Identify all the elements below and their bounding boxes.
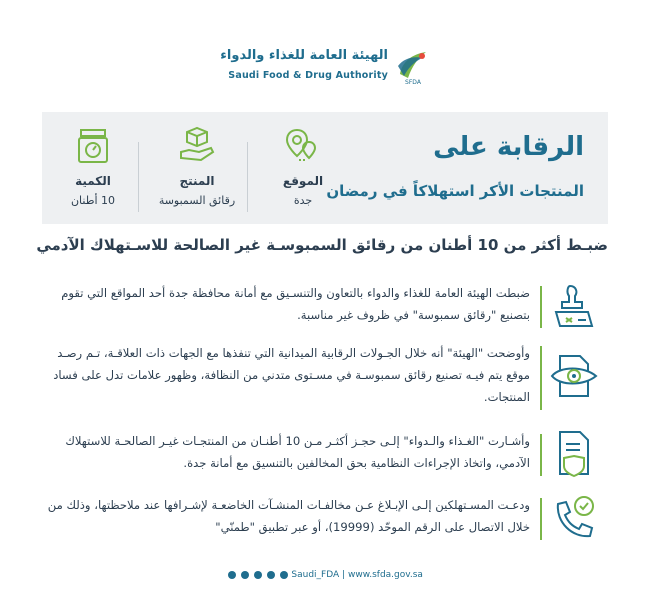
list-item: [42, 342, 608, 414]
page-subtitle: المنتجات الأكر استهلاكاً في رمضان: [326, 182, 584, 200]
stat-location: [258, 126, 348, 207]
phone-check-icon: [550, 494, 600, 544]
footer-separator: |: [342, 570, 346, 580]
shield-document-icon: [550, 430, 600, 480]
page-title: الرقابة على: [433, 132, 584, 162]
list-item: [42, 494, 608, 542]
website-link[interactable]: www.sfda.gov.sa: [347, 570, 423, 580]
social-handle[interactable]: Saudi_FDA: [291, 570, 340, 580]
stat-location-value: جدة: [293, 194, 313, 207]
item-accent-bar: [540, 346, 542, 410]
news-headline: ضبـط أكثر من 10 أطنان من رقائق السمبوسـة غير الصالحة للاسـتهلاك الآدمي: [36, 236, 608, 254]
scale-icon: [73, 126, 113, 166]
stat-product-value: رقائق السمبوسة: [158, 194, 236, 207]
item-accent-bar: [540, 498, 542, 540]
list-item: [42, 430, 608, 478]
item-accent-bar: [540, 286, 542, 328]
item-accent-bar: [540, 434, 542, 476]
item-text: وأوضحت "الهيئة" أنه خلال الجـولات الرقابية الميدانية التي تنفذها مع الجهات ذات العلاقـة، تـم رصـد موقع يتم فيـه تصنيع رقائق سمبوسـة في مسـتوى متدني من النظافة، وظهور علامات تدل على فساد المنتجات.: [53, 346, 530, 404]
item-text: ضبطت الهيئة العامة للغذاء والدواء بالتعاون والتنسـيق مع أمانة محافظة جدة أحد المواقع التي تقوم بتصنيع "رقائق سمبوسة" في ظروف غير مناسبة.: [61, 286, 530, 322]
sfda-logo: [214, 40, 434, 100]
footer: [0, 570, 650, 581]
location-pin-icon: [283, 126, 323, 166]
item-text: وأشـارت "الغـذاء والـدواء" إلـى حجـز أكثـر مـن 10 أطنـان من المنتجـات غيـر الصالحـة للاستهلاك الآدمي، واتخاذ الإجراءات النظامية بحق المخالفين بالتنسيق مع أمانة جدة.: [65, 434, 530, 470]
facebook-icon[interactable]: [280, 571, 288, 579]
stat-location-label: الموقع: [282, 174, 324, 188]
sfda-emblem-icon: [392, 44, 434, 86]
stat-quantity: [48, 126, 138, 207]
stat-product-label: المنتج: [179, 174, 215, 188]
stamp-document-icon: [550, 282, 600, 332]
item-text: ودعـت المسـتهلكين إلـى الإبـلاغ عـن مخالفـات المنشـآت الخاضعـة لإشـرافها عند ملاحظتها، وذلك من خلال الاتصال على الرقم الموحّد (19999)، أو عبر تطبيق "طمنّي": [47, 498, 530, 534]
svg-text:SFDA: SFDA: [405, 79, 421, 86]
logo-english-text: Saudi Food & Drug Authority: [228, 70, 388, 81]
youtube-icon[interactable]: [241, 571, 249, 579]
eye-document-icon: [550, 352, 600, 402]
instagram-icon[interactable]: [254, 571, 262, 579]
list-item: [42, 282, 608, 332]
box-hand-icon: [177, 126, 217, 166]
stat-quantity-value: 10 أطنان: [70, 194, 116, 207]
twitter-icon[interactable]: [228, 571, 236, 579]
header-card: [42, 112, 608, 224]
stat-product: [152, 126, 242, 207]
stat-divider: [247, 142, 248, 212]
stat-quantity-label: الكمية: [75, 174, 111, 188]
snapchat-icon[interactable]: [267, 571, 275, 579]
stat-divider: [138, 142, 139, 212]
logo-arabic-text: الهيئة العامة للغذاء والدواء: [220, 48, 388, 63]
